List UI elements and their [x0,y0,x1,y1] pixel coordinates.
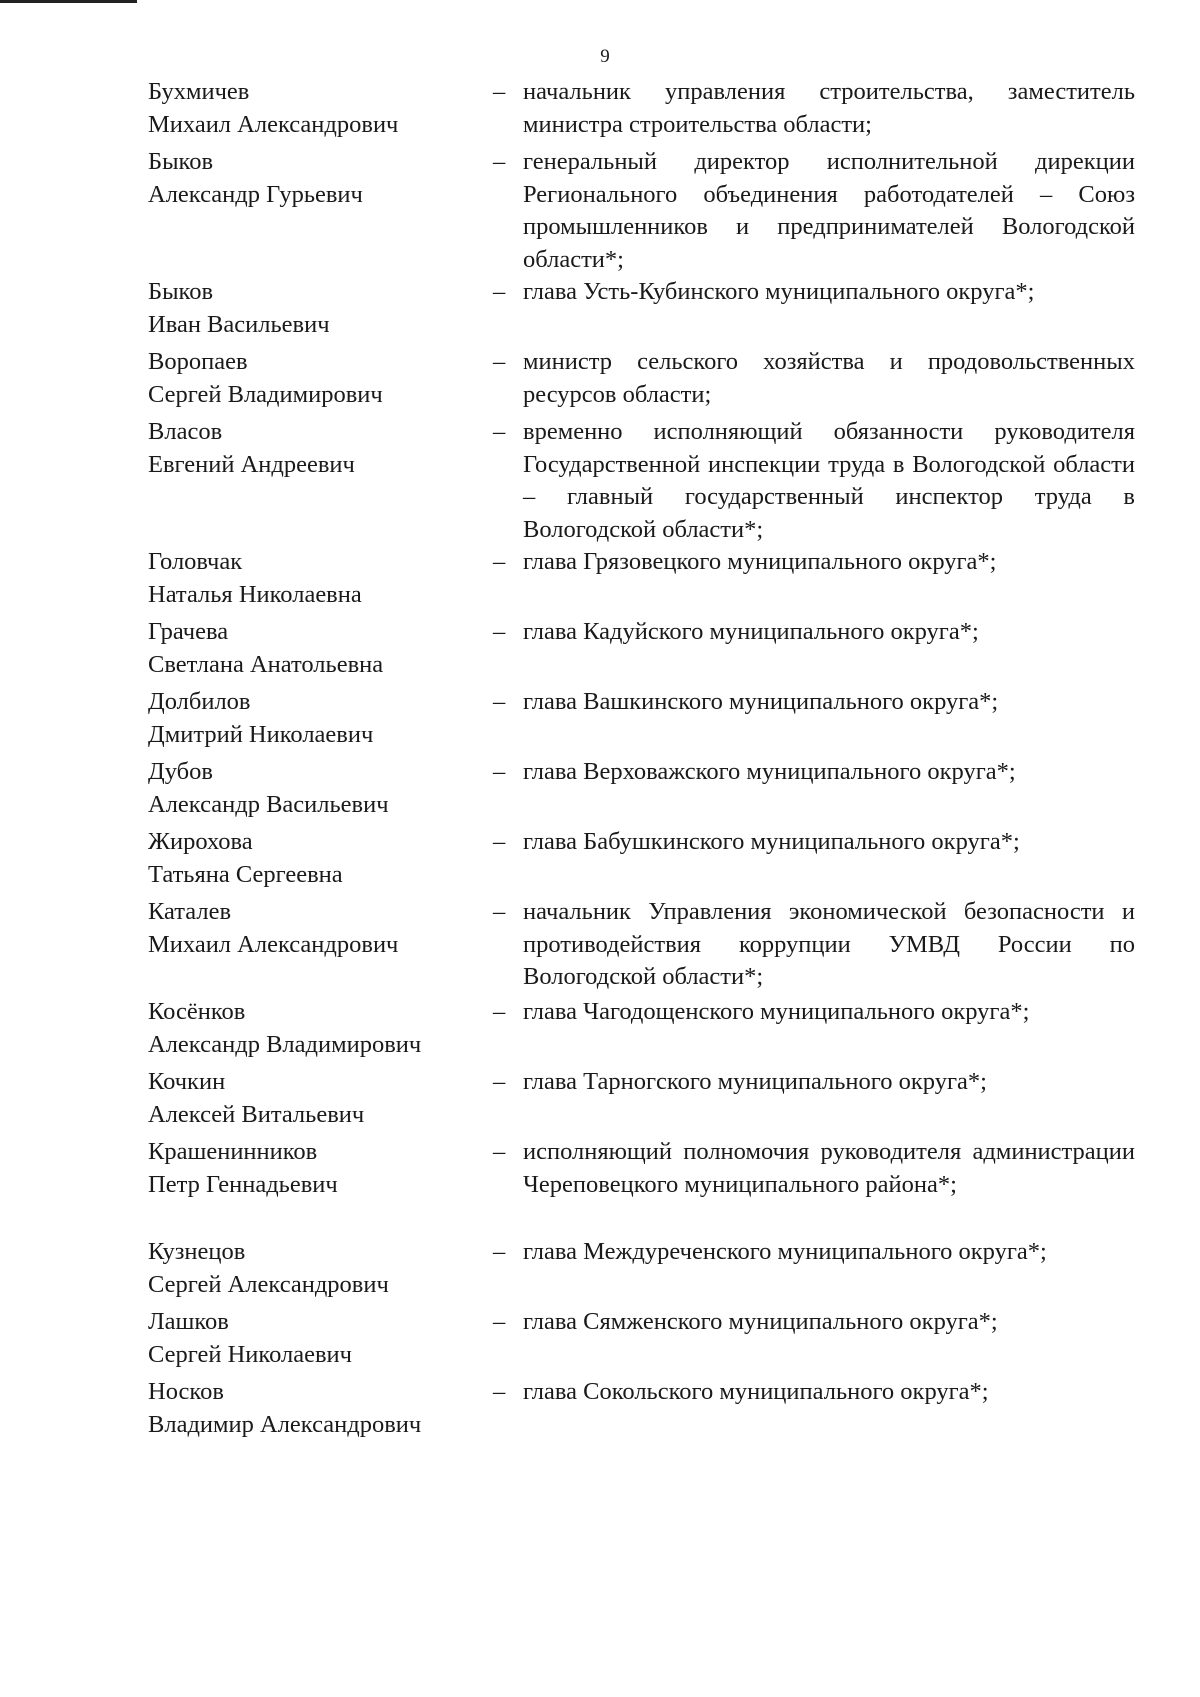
member-surname: Дубов [148,758,213,785]
dash-separator: – [493,348,506,375]
member-entry [148,616,1135,681]
member-given-names: Евгений Андреевич [148,450,355,478]
member-role: глава Вашкинского муниципального округа*; [523,688,999,715]
member-name [148,1136,493,1201]
dash-separator: – [493,418,506,445]
member-given-names: Александр Владимирович [148,1030,422,1058]
dash-separator: – [493,148,506,175]
member-entry [148,686,1135,751]
member-surname: Косёнков [148,998,246,1025]
member-entry [148,546,1135,611]
member-name [148,546,493,611]
dash-separator: – [493,1238,506,1265]
member-surname: Каталев [148,898,232,925]
member-surname: Жирохова [148,828,253,855]
member-name [148,1066,493,1131]
member-name [148,146,493,276]
member-role: глава Тарногского муниципального округа*; [523,1068,987,1095]
dash-separator: – [493,758,506,785]
member-entry [148,756,1135,821]
member-surname: Лашков [148,1308,229,1335]
dash-separator: – [493,1138,506,1165]
dash-separator: – [493,278,506,305]
member-role: глава Сокольского муниципального округа*; [523,1378,989,1405]
member-entry [148,276,1135,341]
member-role: исполняющий полномочия руководителя администрации Череповецкого муниципального района*; [523,1138,1135,1198]
member-name [148,896,493,994]
member-given-names: Михаил Александрович [148,930,399,958]
member-entry [148,416,1135,546]
member-given-names: Александр Васильевич [148,790,389,818]
member-surname: Носков [148,1378,224,1405]
member-role: генеральный директор исполнительной дирекции Регионального объединения работодателей – Союз промышленников и предпринимателей Вологодской области*; [523,148,1135,273]
member-surname: Быков [148,278,214,305]
dash-separator: – [493,1378,506,1405]
dash-separator: – [493,898,506,925]
member-entry [148,1136,1135,1201]
member-role: глава Грязовецкого муниципального округа*; [523,548,997,575]
member-given-names: Наталья Николаевна [148,580,362,608]
member-given-names: Иван Васильевич [148,310,330,338]
member-role: начальник Управления экономической безопасности и противодействия коррупции УМВД России по Вологодской области*; [523,898,1135,990]
member-role: глава Чагодощенского муниципального округа*; [523,998,1030,1025]
member-name [148,1306,493,1371]
member-surname: Власов [148,418,223,445]
member-given-names: Александр Гурьевич [148,180,363,208]
member-entry [148,1306,1135,1371]
member-role: глава Верховажского муниципального округа*; [523,758,1016,785]
top-rule [0,0,137,3]
member-role: глава Бабушкинского муниципального округа*; [523,828,1020,855]
member-surname: Воропаев [148,348,248,375]
member-name [148,616,493,681]
member-name [148,1376,493,1441]
member-name [148,416,493,546]
member-given-names: Петр Геннадьевич [148,1170,338,1198]
member-entry [148,826,1135,891]
member-name [148,76,493,141]
member-entry [148,146,1135,276]
member-given-names: Сергей Александрович [148,1270,389,1298]
member-given-names: Татьяна Сергеевна [148,860,343,888]
member-given-names: Светлана Анатольевна [148,650,384,678]
member-surname: Головчак [148,548,243,575]
dash-separator: – [493,1308,506,1335]
member-role: глава Усть-Кубинского муниципального округа*; [523,278,1035,305]
member-entry [148,76,1135,141]
member-given-names: Алексей Витальевич [148,1100,365,1128]
member-role: временно исполняющий обязанности руководителя Государственной инспекции труда в Вологодской области – главный государственный инспектор труда в Вологодской области*; [523,418,1135,543]
member-surname: Долбилов [148,688,251,715]
member-given-names: Владимир Александрович [148,1410,422,1438]
member-given-names: Михаил Александрович [148,110,399,138]
member-name [148,686,493,751]
page-number: 9 [600,46,610,67]
member-surname: Бухмичев [148,78,250,105]
member-surname: Грачева [148,618,229,645]
member-name [148,756,493,821]
dash-separator: – [493,998,506,1025]
member-entry [148,1376,1135,1441]
member-name [148,826,493,891]
member-surname: Крашенинников [148,1138,318,1165]
member-given-names: Сергей Владимирович [148,380,383,408]
dash-separator: – [493,548,506,575]
member-role: глава Кадуйского муниципального округа*; [523,618,979,645]
member-entry [148,346,1135,411]
member-name [148,346,493,411]
member-surname: Кузнецов [148,1238,246,1265]
dash-separator: – [493,1068,506,1095]
member-surname: Кочкин [148,1068,226,1095]
member-entry [148,1066,1135,1131]
member-role: министр сельского хозяйства и продовольственных ресурсов области; [523,348,1135,408]
member-entry [148,1236,1135,1301]
member-role: глава Междуреченского муниципального округа*; [523,1238,1047,1265]
member-entry [148,896,1135,994]
member-name [148,996,493,1061]
member-given-names: Дмитрий Николаевич [148,720,374,748]
member-entry [148,996,1135,1061]
dash-separator: – [493,688,506,715]
member-surname: Быков [148,148,214,175]
dash-separator: – [493,828,506,855]
dash-separator: – [493,618,506,645]
member-given-names: Сергей Николаевич [148,1340,352,1368]
dash-separator: – [493,78,506,105]
member-name [148,1236,493,1301]
member-role: глава Сямженского муниципального округа*; [523,1308,998,1335]
member-name [148,276,493,341]
member-role: начальник управления строительства, заместитель министра строительства области; [523,78,1135,138]
